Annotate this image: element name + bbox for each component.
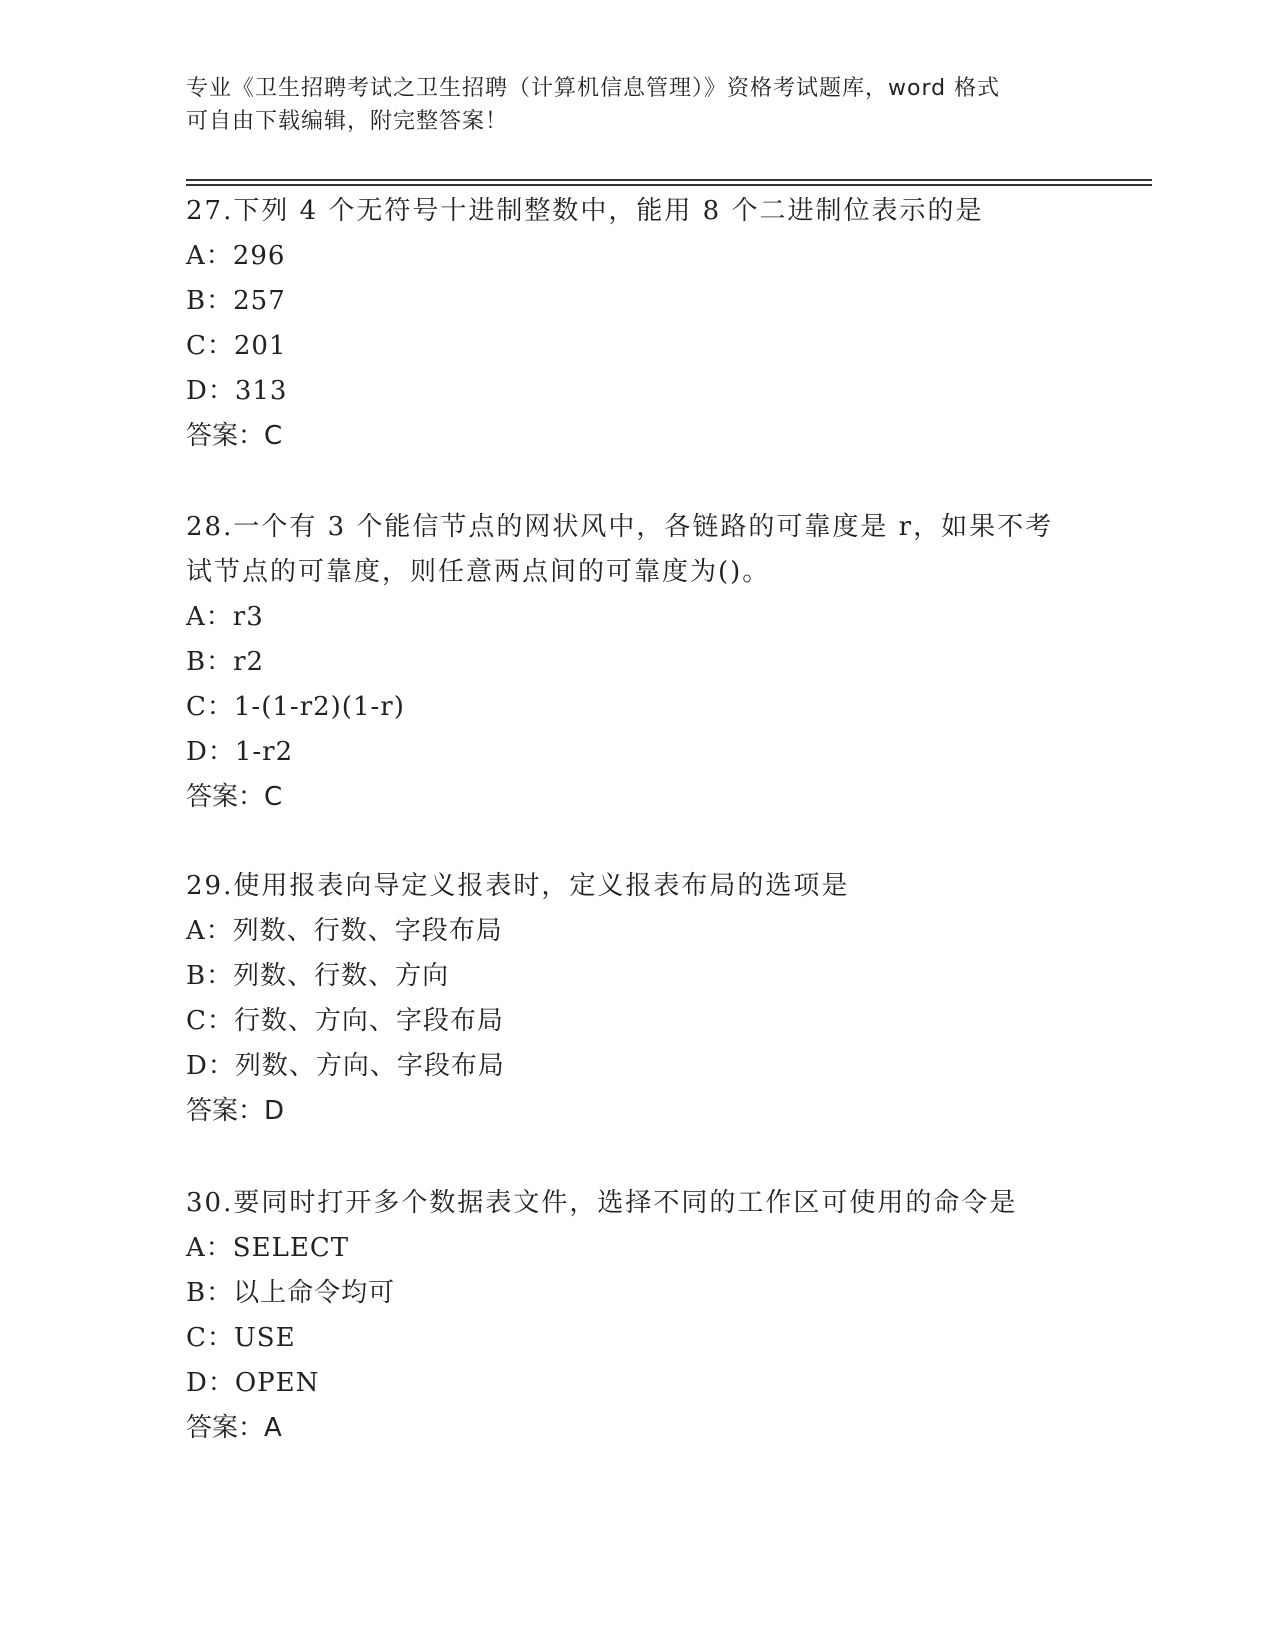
option-b: B：r2 [186,647,265,677]
header-line-2: 可自由下载编辑，附完整答案！ [186,109,509,134]
header-divider-top [186,179,1152,181]
option-a: A：SELECT [186,1233,350,1263]
question-stem: 29.使用报表向导定义报表时，定义报表布局的选项是 [186,871,850,901]
question-stem-line-2: 试节点的可靠度，则任意两点间的可靠度为()。 [186,557,771,587]
option-b: B：257 [186,286,286,316]
option-b: B：列数、行数、方向 [186,961,450,991]
question-27 [186,189,1086,459]
answer: 答案：C [186,421,283,451]
answer: 答案：C [186,782,283,812]
question-stem-line-1: 28.一个有 3 个能信节点的网状风中，各链路的可靠度是 r，如果不考 [186,512,1054,542]
option-a: A：296 [186,241,286,271]
option-d: D：列数、方向、字段布局 [186,1051,505,1081]
option-a: A：列数、行数、字段布局 [186,916,503,946]
document-header [186,72,1086,138]
header-line-1: 专业《卫生招聘考试之卫生招聘（计算机信息管理）》资格考试题库，word 格式 [186,76,1001,101]
option-c: C：1-(1-r2)(1-r) [186,692,405,722]
option-d: D：313 [186,376,288,406]
question-28 [186,505,1086,820]
question-stem: 27.下列 4 个无符号十进制整数中，能用 8 个二进制位表示的是 [186,196,984,226]
option-d: D：1-r2 [186,737,294,767]
option-a: A：r3 [186,602,264,632]
answer: 答案：D [186,1096,285,1126]
question-30 [186,1181,1086,1451]
option-b: B：以上命令均可 [186,1278,396,1308]
option-d: D：OPEN [186,1368,320,1398]
header-divider-bottom [186,184,1152,186]
option-c: C：行数、方向、字段布局 [186,1006,504,1036]
question-29 [186,864,1086,1134]
option-c: C：USE [186,1323,296,1353]
answer: 答案：A [186,1413,282,1443]
question-stem: 30.要同时打开多个数据表文件，选择不同的工作区可使用的命令是 [186,1188,1018,1218]
option-c: C：201 [186,331,287,361]
